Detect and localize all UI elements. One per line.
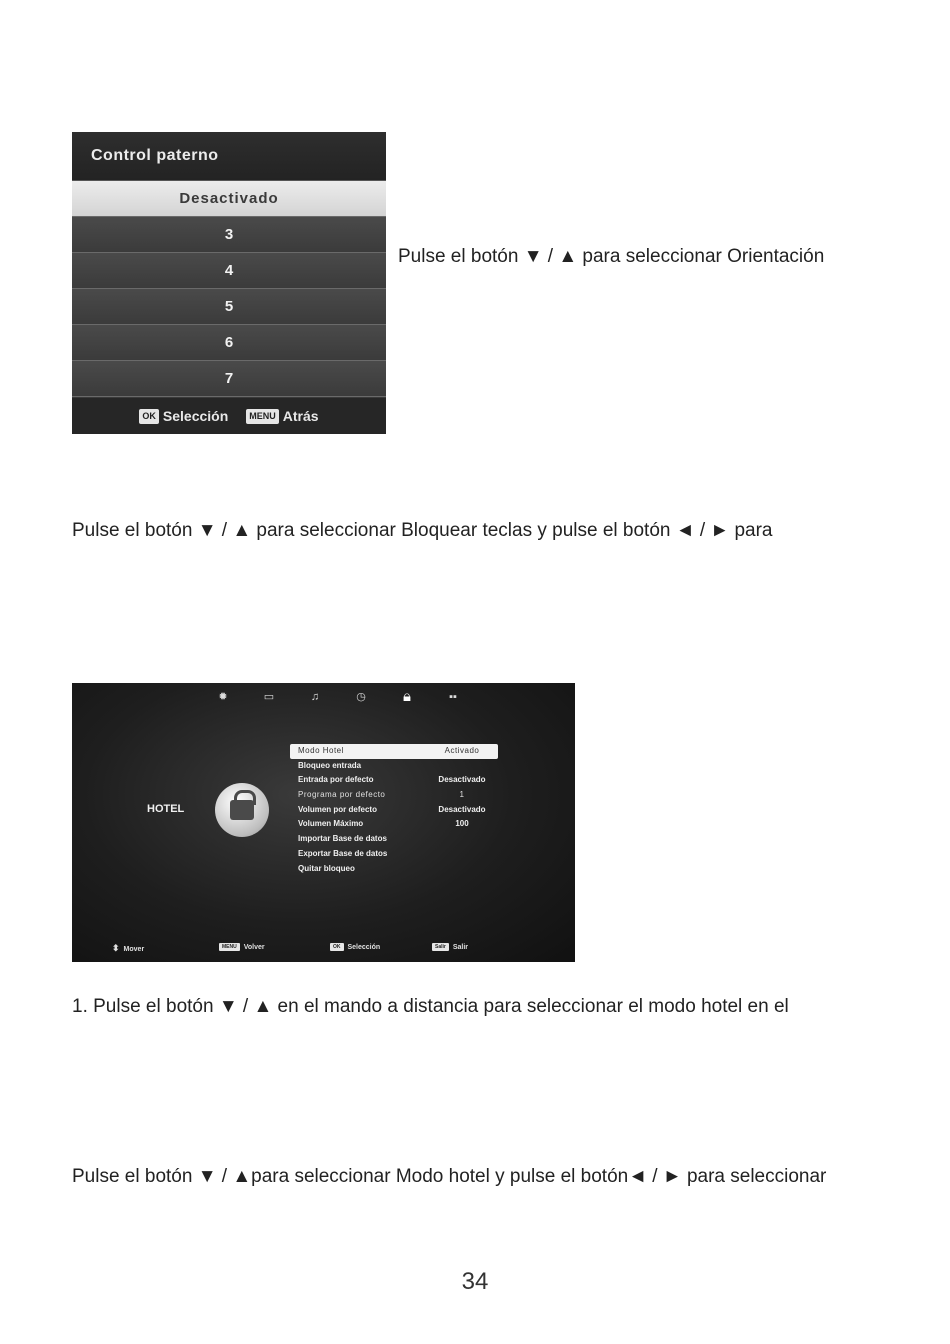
- hotel-option[interactable]: [290, 788, 498, 803]
- parental-option[interactable]: Desactivado: [72, 181, 386, 217]
- option-value: Desactivado: [438, 775, 486, 785]
- move-arrows-icon: ⬍: [112, 943, 120, 953]
- ok-hint-label: Selección: [162, 407, 229, 424]
- apps-icon[interactable]: ▪▪: [449, 691, 457, 703]
- page-number: 34: [461, 1268, 489, 1295]
- hotel-lock-icon: [215, 783, 269, 837]
- hotel-options-list: [290, 744, 498, 876]
- move-hint-label: Mover: [123, 946, 145, 953]
- menu-hint: [246, 408, 318, 425]
- option-label: Volumen Máximo: [298, 819, 364, 829]
- option-value: [426, 832, 498, 847]
- back-hint-label: Volver: [243, 943, 265, 951]
- exit-hint-label: Salir: [452, 943, 469, 951]
- monitor-icon[interactable]: ▭: [263, 691, 275, 703]
- option-label: Exportar Base de datos: [298, 848, 388, 858]
- back-hint: [219, 943, 265, 951]
- option-label: Programa por defecto: [298, 790, 386, 800]
- hotel-option[interactable]: [290, 803, 498, 818]
- option-label: Modo Hotel: [298, 746, 344, 755]
- instruction-hotel-mode-step1: 1. Pulse el botón ▼ / ▲ en el mando a distancia para seleccionar el modo hotel en el: [72, 996, 789, 1017]
- option-value: Activado: [444, 746, 480, 755]
- ok-key-icon: OK: [330, 943, 344, 951]
- parental-option[interactable]: 3: [72, 217, 386, 253]
- hotel-option[interactable]: [290, 832, 498, 847]
- clock-icon[interactable]: ◷: [356, 691, 366, 703]
- hotel-option[interactable]: [290, 847, 498, 862]
- hotel-option[interactable]: [290, 744, 498, 759]
- parental-option[interactable]: 4: [72, 253, 386, 289]
- hotel-option[interactable]: [290, 773, 498, 788]
- parental-menu-footer: [72, 398, 386, 434]
- parental-control-menu: [72, 132, 386, 434]
- hotel-option[interactable]: [290, 817, 498, 832]
- menu-hint-label: Atrás: [282, 407, 319, 424]
- option-value: Desactivado: [438, 804, 486, 814]
- ok-key-icon: OK: [139, 409, 159, 424]
- ok-hint: [139, 408, 228, 425]
- hotel-option[interactable]: [290, 759, 498, 774]
- instruction-hotel-mode-select: Pulse el botón ▼ / ▲para seleccionar Modo hotel y pulse el botón◄ / ► para seleccionar: [72, 1166, 827, 1187]
- option-value: [426, 862, 498, 877]
- option-label: Bloqueo entrada: [298, 760, 362, 770]
- option-label: Volumen por defecto: [298, 804, 377, 814]
- hotel-option[interactable]: [290, 862, 498, 877]
- option-label: Importar Base de datos: [298, 834, 387, 844]
- menu-key-icon: MENU: [246, 409, 279, 424]
- menu-key-icon: MENU: [219, 943, 240, 951]
- parental-option[interactable]: 6: [72, 325, 386, 361]
- select-hint: [330, 943, 380, 951]
- exit-key-icon: Salir: [432, 943, 449, 951]
- select-hint-label: Selección: [347, 943, 381, 951]
- parental-option[interactable]: 7: [72, 361, 386, 397]
- settings-tab-bar: [200, 687, 476, 707]
- move-hint: [112, 943, 144, 954]
- music-icon[interactable]: ♫: [310, 691, 320, 703]
- section-label: HOTEL: [147, 803, 185, 815]
- exit-hint: [432, 943, 468, 951]
- option-value: 1: [459, 790, 465, 800]
- parental-option[interactable]: 5: [72, 289, 386, 325]
- option-value: 100: [455, 819, 469, 829]
- option-label: Quitar bloqueo: [298, 863, 355, 873]
- option-value: [426, 847, 498, 862]
- parental-menu-title: Control paterno: [72, 132, 386, 181]
- instruction-orientation: Pulse el botón ▼ / ▲ para seleccionar Orientación: [398, 246, 825, 267]
- lock-icon[interactable]: 🔒︎: [403, 688, 411, 705]
- hotel-screen-footer: [72, 943, 575, 957]
- hotel-mode-screen: [72, 683, 575, 962]
- gear-icon[interactable]: ✹: [218, 691, 228, 703]
- option-label: Entrada por defecto: [298, 775, 374, 785]
- option-value: [426, 759, 498, 774]
- instruction-key-lock: Pulse el botón ▼ / ▲ para seleccionar Bloquear teclas y pulse el botón ◄ / ► para: [72, 520, 773, 541]
